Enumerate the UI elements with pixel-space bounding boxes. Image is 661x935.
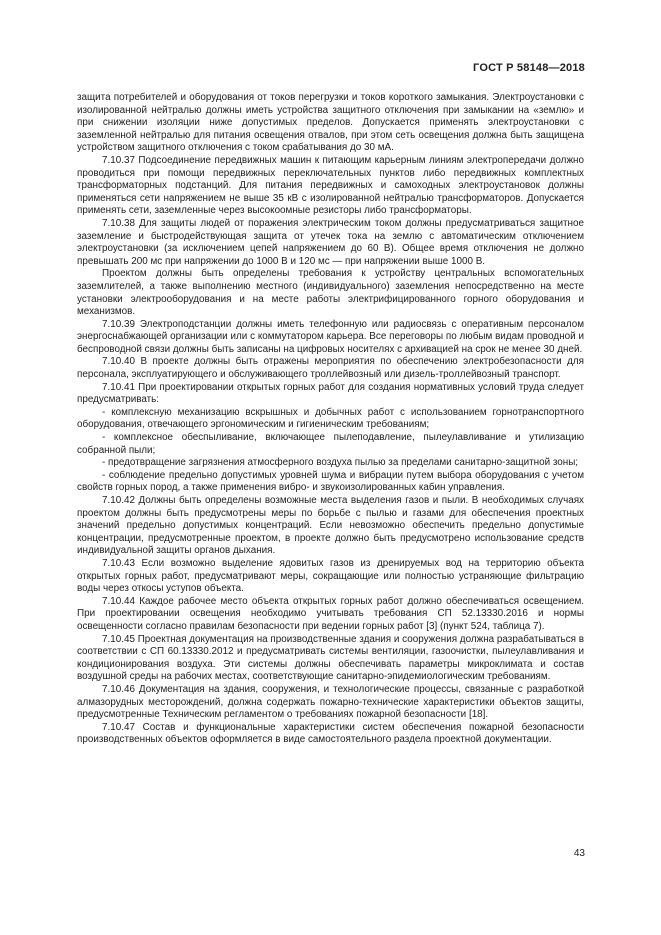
paragraph: 7.10.43 Если возможно выделение ядовитых газов из дренируемых вод на территорию объекта открытых горных работ, предусматривают меры, сокращающие или полностью устраняющие фильтрацию воды через откосы уступов объекта. bbox=[77, 557, 584, 595]
paragraph: 7.10.45 Проектная документация на производственные здания и сооружения должна разрабатываться в соответствии с СП 60.13330.2012 и предусматривать системы вентиляции, газоочистки, пылеулавливания и кондиционирования воздуха. Эти системы должны обеспечивать параметры микроклимата и состав воздушной среды на рабочих местах, соответствующие санитарно-эпидемиологическим требованиям. bbox=[77, 633, 584, 683]
paragraph: - предотвращение загрязнения атмосферного воздуха пылью за пределами санитарно-защитной зоны; bbox=[102, 457, 579, 469]
paragraph: защита потребителей и оборудования от токов перегрузки и токов короткого замыкания. Электроустановки с изолированной нейтралью должны иметь устройства защитного отключения при замыкании на «землю» и при снижении изоляции ниже допустимых пределов. Допускается применять электроустановки с заземленной нейтралью для питания освещения отвалов, при этом сеть освещения должна быть защищена устройством защитного отключения с током срабатывания до 30 мА. bbox=[77, 92, 584, 154]
paragraph: - комплексную механизацию вскрышных и добычных работ с использованием горнотранспортного оборудования, отвечающего эргономическим и гигиеническим требованиям; bbox=[77, 406, 584, 431]
paragraph: 7.10.40 В проекте должны быть отражены мероприятия по обеспечению электробезопасности для персонала, эксплуатирующего и обслуживающего троллейвозный или дизель-троллейвозный транспорт. bbox=[77, 356, 584, 381]
paragraph: 7.10.44 Каждое рабочее место объекта открытых горных работ должно обеспечиваться освещением. При проектировании освещения необходимо учитывать требования СП 52.13330.2016 и нормы освещенности согласно правилам безопасности при ведении горных работ [3] (пункт 524, таблица 7). bbox=[77, 595, 584, 632]
document-standard-id: ГОСТ Р 58148—2018 bbox=[473, 62, 585, 74]
paragraph: - комплексное обеспыливание, включающее пылеподавление, пылеулавливание и утилизацию собранной пыли; bbox=[77, 432, 584, 456]
paragraph: 7.10.46 Документация на здания, сооружения, и технологические процессы, связанные с разработкой алмазорудных месторождений, должна содержать пожарно-технические характеристики объектов защиты, предусмотренные Техническим регламентом о требованиях пожарной безопасности [18]. bbox=[77, 683, 584, 721]
paragraph: 7.10.47 Состав и функциональные характеристики систем обеспечения пожарной безопасности производственных объектов оформляется в виде самостоятельного раздела проектной документации. bbox=[77, 721, 584, 746]
paragraph: 7.10.42 Должны быть определены возможные места выделения газов и пыли. В необходимых случаях проектом должны быть предусмотрены меры по борьбе с пылью и газами для обеспечения проектных значений предельно допустимых концентраций. Если невозможно обеспечить предельно допустимые концентрации, предусмотренные проектом, в проекте должно быть предусмотрено использование средств индивидуальной защиты органов дыхания. bbox=[77, 495, 584, 557]
paragraph: 7.10.41 При проектировании открытых горных работ для создания нормативных условий труда следует предусматривать: bbox=[77, 381, 584, 406]
paragraph: 7.10.38 Для защиты людей от поражения электрическим током должны предусматриваться защитное заземление и быстродействующая защита от утечек тока на землю с автоматическим отключением электроустановки (за исключением цепей напряжением до 60 В). Общее время отключения не должно превышать 200 мс при напряжении до 1000 В и 120 мс — при напряжении выше 1000 В. bbox=[77, 217, 584, 267]
page-number: 43 bbox=[573, 848, 585, 859]
paragraph: 7.10.39 Электроподстанции должны иметь телефонную или радиосвязь с оперативным персоналом энергоснабжающей организации или с коммутатором карьера. Все переговоры по любым видам проводной и беспроводной связи должны быть записаны на цифровых носителях с архивацией на срок не менее 30 дней. bbox=[77, 318, 584, 355]
paragraph: 7.10.37 Подсоединение передвижных машин к питающим карьерным линиям электропередачи должно проводиться при помощи передвижных переключательных пунктов либо передвижных комплектных трансформаторных подстанций. Для питания передвижных и самоходных электроустановок должны применяться сети напряжением не выше 35 кВ с изолированной нейтралью трансформаторов. Допускается применять сети, заземленные через высокоомные резисторы либо трансформаторы. bbox=[77, 154, 584, 217]
paragraph: Проектом должны быть определены требования к устройству центральных вспомогательных заземлителей, а также выполнению местного (индивидуального) заземления непосредственно на месте установки электрооборудования и на месте работы электрифицированного горного оборудования и механизмов. bbox=[77, 268, 584, 318]
paragraph: - соблюдение предельно допустимых уровней шума и вибрации путем выбора оборудования с учетом свойств горных пород, а также применения вибро- и звукоизолированных кабин управления. bbox=[77, 469, 584, 494]
document-body bbox=[77, 92, 584, 747]
